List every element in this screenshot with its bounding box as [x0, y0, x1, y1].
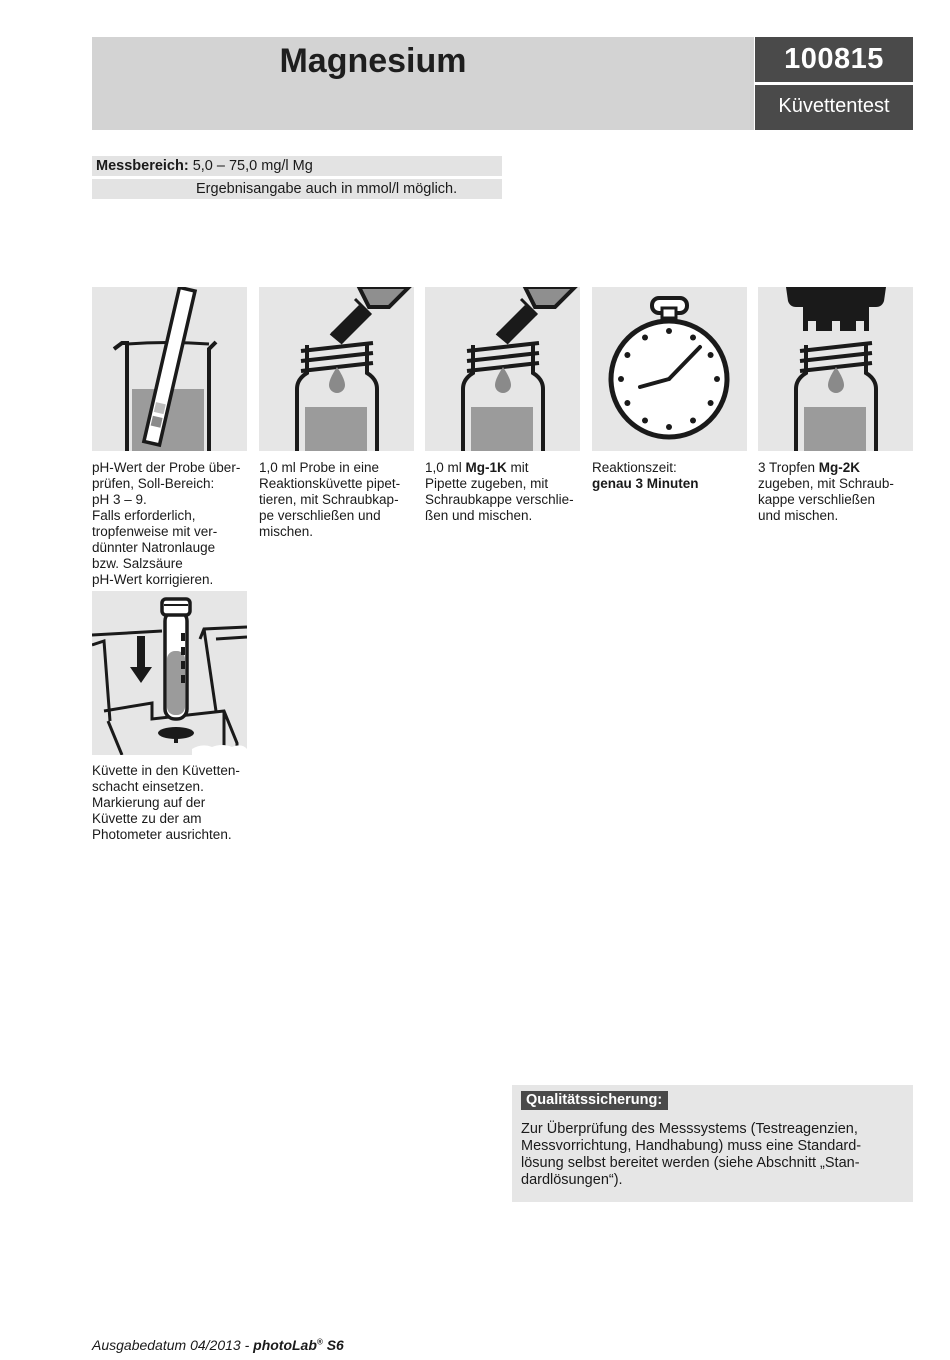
- product-model: S6: [322, 1337, 344, 1353]
- product-number: 100815: [784, 43, 884, 75]
- quality-assurance-box: [512, 1085, 913, 1202]
- step-3-illustration: [425, 287, 580, 451]
- qa-text: Zur Überprüfung des Messsystems (Testreagenzien, Messvorrichtung, Handhabung) muss eine Standard- lösung selbst bereitet werden (siehe Abschnitt „Stan- dardlösungen“).: [521, 1121, 862, 1188]
- step-6-text: Küvette in den Küvetten- schacht einsetzen. Markierung auf der Küvette zu der am Photometer ausrichten.: [92, 763, 240, 842]
- step-5-illustration: [758, 287, 913, 451]
- step-2-text: 1,0 ml Probe in eine Reaktionsküvette pipet- tieren, mit Schraubkap- pe verschließen und mischen.: [259, 460, 401, 539]
- pipette-into-cell-icon: [259, 287, 414, 451]
- qa-title: Qualitätssicherung:: [521, 1091, 668, 1110]
- step-4-illustration: [592, 287, 747, 451]
- step-1-illustration: [92, 287, 247, 451]
- step-2-illustration: [259, 287, 414, 451]
- range-note-row: [92, 179, 502, 199]
- step-5-text: 3 Tropfen Mg-2K zugeben, mit Schraub- kappe verschließen und mischen.: [758, 460, 894, 523]
- step-3-text: 1,0 ml Mg-1K mit Pipette zugeben, mit Schraubkappe verschlie- ßen und mischen.: [425, 460, 574, 523]
- range-note: Ergebnisangabe auch in mmol/l möglich.: [196, 181, 458, 197]
- step-1-text: pH-Wert der Probe über- prüfen, Soll-Bereich: pH 3 – 9. Falls erforderlich, tropfenweise mit ver- dünnter Natronlauge bzw. Salzsäure pH-Wert korrigieren.: [92, 460, 241, 587]
- divider: [755, 82, 913, 85]
- footer: Ausgabedatum 04/2013 - photoLab® S6: [92, 1337, 344, 1353]
- issue-date: Ausgabedatum 04/2013: [92, 1337, 241, 1353]
- cell-into-photometer-icon: [92, 591, 247, 755]
- dropper-bottle-into-cell-icon: [758, 287, 913, 451]
- reagent-label: Mg-1K: [465, 460, 507, 475]
- range-value: 5,0 – 75,0 mg/l Mg: [192, 158, 313, 174]
- pipette-into-cell-icon: [425, 287, 580, 451]
- range-label: Messbereich:: [96, 158, 189, 174]
- step-6-illustration: [92, 591, 247, 755]
- reaction-time: genau 3 Minuten: [592, 476, 699, 491]
- product-type: Küvettentest: [778, 95, 890, 117]
- step-4-text: Reaktionszeit: genau 3 Minuten: [592, 460, 699, 491]
- product-name: photoLab: [253, 1337, 317, 1353]
- stopwatch-icon: [592, 287, 747, 451]
- page-title: Magnesium: [279, 42, 467, 80]
- reagent-label: Mg-2K: [818, 460, 861, 475]
- measuring-range: [92, 156, 502, 176]
- ph-test-strip-beaker-icon: [92, 287, 247, 451]
- product-box: [755, 37, 913, 130]
